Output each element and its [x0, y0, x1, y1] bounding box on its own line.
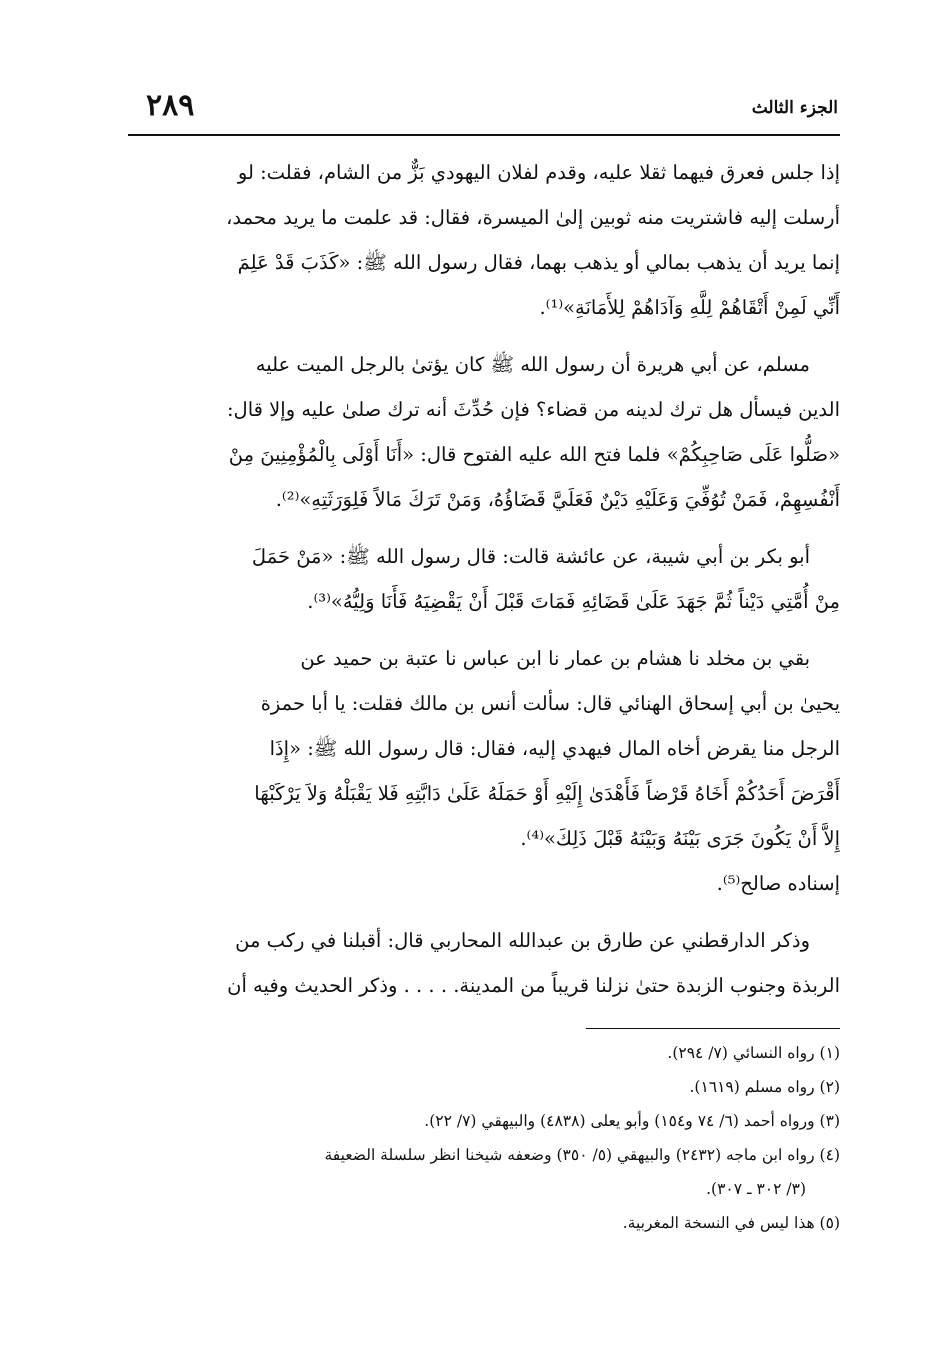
- text-line: «صَلُّوا عَلَى صَاحِبِكُمْ» فلما فتح الله عليه الفتوح قال: «أَنَا أَوْلَى بِالْمُؤْمِنِينَ مِنْ: [228, 443, 840, 466]
- footnote-1: (١) رواه النسائي (٧/ ٢٩٤).: [667, 1044, 840, 1062]
- paragraph-1: [128, 150, 840, 330]
- text-line: مسلم، عن أبي هريرة أن رسول الله ﷺ كان يؤتىٰ بالرجل الميت عليه: [255, 353, 810, 376]
- footnote-3: (٣) ورواه أحمد (٦/ ٧٤ و١٥٤) وأبو يعلى (٤٨٣٨) والبيهقي (٧/ ٢٢).: [424, 1112, 840, 1130]
- footnote-separator: [586, 1028, 840, 1029]
- footnotes: [128, 1036, 840, 1240]
- text-line: إنما يريد أن يذهب بمالي أو يذهب بهما، فقال رسول الله ﷺ: «كَذَبَ قَدْ عَلِمَ: [237, 251, 840, 274]
- text-line: أَنِّي لَمِنْ أَتْقَاهُمْ لِلَّهِ وَآدَاهُمْ لِلأَمَانَةِ»⁽¹⁾.: [539, 296, 840, 319]
- text-line: أرسلت إليه فاشتريت منه ثوبين إلىٰ الميسرة، فقال: قد علمت ما يريد محمد،: [226, 206, 840, 229]
- footnote-4-continuation: (٣/ ٣٠٢ ـ ٣٠٧).: [706, 1180, 806, 1198]
- text-line: أبو بكر بن أبي شيبة، عن عائشة قالت: قال رسول الله ﷺ: «مَنْ حَمَلَ: [251, 545, 810, 568]
- text-line: إسناده صالح⁽⁵⁾.: [716, 872, 840, 895]
- paragraph-4: [128, 636, 840, 906]
- text-line: الرجل منا يقرض أخاه المال فيهدي إليه، فقال: قال رسول الله ﷺ: «إِذَا: [269, 737, 840, 760]
- footnote-4: (٤) رواه ابن ماجه (٢٤٣٢) والبيهقي (٥/ ٣٥٠) وضعفه شيخنا انظر سلسلة الضعيفة: [324, 1146, 840, 1164]
- text-line: بقي بن مخلد نا هشام بن عمار نا ابن عباس نا عتبة بن حميد عن: [300, 647, 810, 670]
- text-line: الدين فيسأل هل ترك لدينه من قضاء؟ فإن حُدِّثَ أنه ترك صلىٰ عليه وإلا قال:: [226, 398, 840, 421]
- page-header: [128, 88, 840, 134]
- paragraph-3: [128, 534, 840, 624]
- paragraph-2: [128, 342, 840, 522]
- text-line: إِلاَّ أَنْ يَكُونَ جَرَى بَيْنَهُ وَبَيْنَهُ قَبْلَ ذَلِكَ»⁽⁴⁾.: [520, 827, 840, 850]
- text-line: الربذة وجنوب الزبدة حتىٰ نزلنا قريباً من المدينة. . . . . وذكر الحديث وفيه أن: [227, 974, 840, 997]
- footnote-2: (٢) رواه مسلم (١٦١٩).: [689, 1078, 840, 1096]
- footnote-5: (٥) هذا ليس في النسخة المغربية.: [622, 1214, 840, 1232]
- paragraph-5: [128, 918, 840, 1008]
- text-line: مِنْ أُمَّتِي دَيْناً ثُمَّ جَهَدَ عَلَىٰ قَضَائِهِ فَمَاتَ قَبْلَ أَنْ يَقْضِيَهُ فَأَنَا وَلِيُّهُ»⁽³⁾.: [307, 590, 840, 613]
- text-line: يحيىٰ بن أبي إسحاق الهنائي قال: سألت أنس بن مالك فقلت: يا أبا حمزة: [260, 692, 840, 715]
- text-line: أَنْفُسِهِمْ، فَمَنْ تُوُفِّيَ وَعَلَيْهِ دَيْنٌ فَعَلَيَّ قَضَاؤُهُ، وَمَنْ تَرَكَ مَالاً فَلِوَرَثَتِهِ»⁽²⁾.: [275, 488, 840, 511]
- text-line: إذا جلس فعرق فيهما ثقلا عليه، وقدم لفلان اليهودي بَزٌّ من الشام، فقلت: لو: [237, 161, 840, 184]
- main-text: [128, 150, 840, 1020]
- header-rule: [128, 134, 840, 136]
- running-title: الجزء الثالث: [751, 98, 838, 118]
- page-number: ٢٨٩: [146, 88, 195, 123]
- text-line: أَقْرَضَ أَحَدُكُمْ أَخَاهُ قَرْضاً فَأَهْدَىٰ إِلَيْهِ أَوْ حَمَلَهُ عَلَىٰ دَابَّتِهِ فَلا يَقْبَلْهُ وَلاَ يَرْكَبْهَا: [254, 782, 840, 805]
- text-line: وذكر الدارقطني عن طارق بن عبدالله المحاربي قال: أقبلنا في ركب من: [235, 929, 810, 952]
